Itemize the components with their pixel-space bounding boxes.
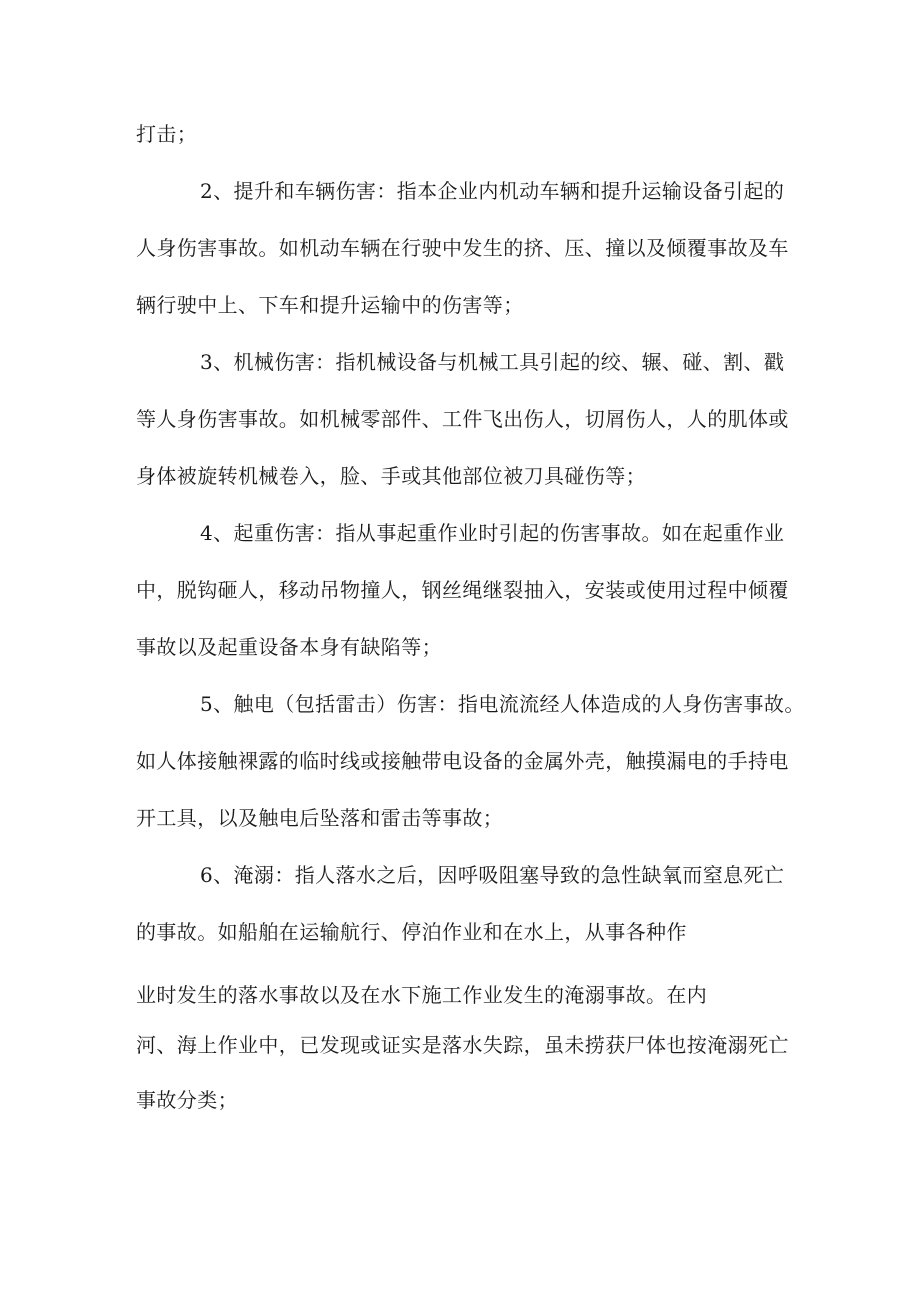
text-line-18: 事故分类； <box>136 1088 238 1112</box>
text-line-3: 人身伤害事故。如机动车辆在行驶中发生的挤、压、撞以及倾覆事故及车 <box>136 236 789 260</box>
text-line-7: 身体被旋转机械卷入，脸、手或其他部位被刀具碰伤等； <box>136 464 646 488</box>
text-line-6: 等人身伤害事故。如机械零部件、工件飞出伤人，切屑伤人，人的肌体或 <box>136 407 789 431</box>
text-line-9: 中，脱钩砸人，移动吊物撞人，钢丝绳继裂抽入，安装或使用过程中倾覆 <box>136 578 789 602</box>
text-line-15: 的事故。如船舶在运输航行、停泊作业和在水上，从事各种作 <box>136 920 687 944</box>
text-line-2: 2、提升和车辆伤害：指本企业内机动车辆和提升运输设备引起的 <box>200 179 785 203</box>
text-line-10: 事故以及起重设备本身有缺陷等； <box>136 635 442 659</box>
text-line-16: 业时发生的落水事故以及在水下施工作业发生的淹溺事故。在内 <box>136 983 708 1007</box>
text-line-11: 5、触电（包括雷击）伤害：指电流流经人体造成的人身伤害事故。 <box>200 692 805 716</box>
text-line-5: 3、机械伤害：指机械设备与机械工具引起的绞、辗、碰、割、戳 <box>200 350 785 374</box>
text-line-1: 打击； <box>136 122 198 146</box>
text-line-8: 4、起重伤害：指从事起重作业时引起的伤害事故。如在起重作业 <box>200 521 785 545</box>
text-line-4: 辆行驶中上、下车和提升运输中的伤害等； <box>136 293 524 317</box>
text-line-13: 开工具，以及触电后坠落和雷击等事故； <box>136 806 504 830</box>
text-line-14: 6、淹溺：指人落水之后，因呼吸阻塞导致的急性缺氧而窒息死亡 <box>200 863 785 887</box>
text-line-12: 如人体接触裸露的临时线或接触带电设备的金属外壳，触摸漏电的手持电 <box>136 749 789 773</box>
text-line-17: 河、海上作业中，已发现或证实是落水失踪，虽未捞获尸体也按淹溺死亡 <box>136 1033 789 1057</box>
